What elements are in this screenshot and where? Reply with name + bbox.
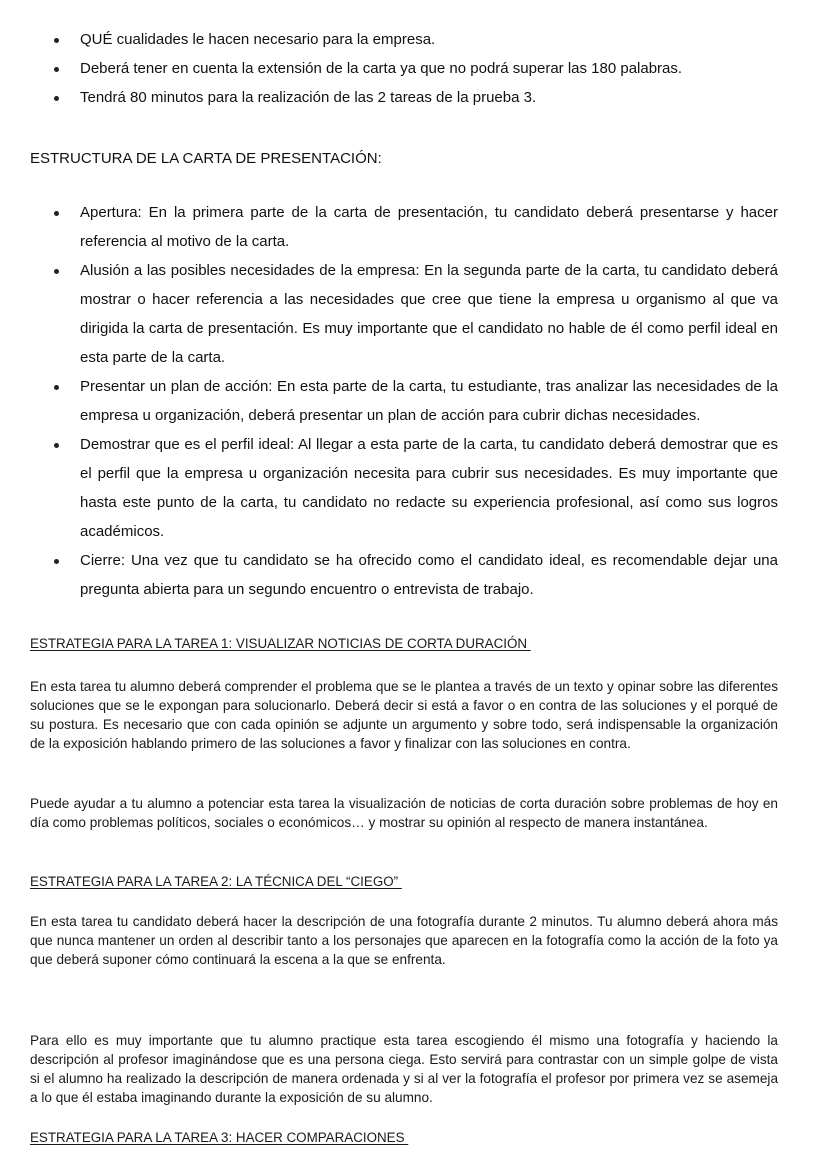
strategy-2-paragraph-2: Para ello es muy importante que tu alumno practique esta tarea escogiendo él mismo una fotografía y haciendo la descripción al profesor imaginándose que es una persona ciega. Esto servirá para contrastar con un simple golpe de vista si el alumno ha realizado la descripción de manera ordenada y si al ver la fotografía el profesor por primera vez se asemeja a lo que él estaba imaginando durante la exposición de su alumno. — [30, 1033, 778, 1105]
list-item — [0, 83, 828, 112]
bullet-icon — [54, 269, 59, 274]
bullet-icon — [54, 559, 59, 564]
list-item — [0, 372, 828, 430]
bullet-icon — [54, 67, 59, 72]
list-item — [0, 430, 828, 546]
bullet-icon — [54, 385, 59, 390]
bullet-text: Alusión a las posibles necesidades de la empresa: En la segunda parte de la carta, tu candidato deberá mostrar o hacer referencia a las necesidades que cree que tiene la empresa u organismo al que va dirigida la carta de presentación. Es muy importante que el candidato no hable de él como perfil ideal en esta parte de la carta. — [80, 262, 778, 366]
bullet-icon — [54, 443, 59, 448]
bullet-icon — [54, 38, 59, 43]
bullet-text: QUÉ cualidades le hacen necesario para la empresa. — [80, 31, 436, 48]
list-item — [0, 198, 828, 256]
intro-bullet-list — [0, 25, 828, 112]
bullet-text: Cierre: Una vez que tu candidato se ha ofrecido como el candidato ideal, es recomendable dejar una pregunta abierta para un segundo encuentro o entrevista de trabajo. — [80, 552, 778, 598]
strategy-3-heading: ESTRATEGIA PARA LA TAREA 3: HACER COMPARACIONES — [30, 1130, 409, 1145]
structure-bullet-list — [0, 198, 828, 604]
bullet-text: Presentar un plan de acción: En esta parte de la carta, tu estudiante, tras analizar las necesidades de la empresa u organización, deberá presentar un plan de acción para cubrir dichas necesidades. — [80, 378, 778, 424]
bullet-text: Demostrar que es el perfil ideal: Al llegar a esta parte de la carta, tu candidato deberá demostrar que es el perfil que la empresa u organización necesita para cubrir sus necesidades. Es muy importante que hasta este punto de la carta, tu candidato no redacte su experiencia profesional, así como sus logros académicos. — [80, 436, 778, 540]
bullet-text: Deberá tener en cuenta la extensión de la carta ya que no podrá superar las 180 palabras. — [80, 60, 683, 77]
strategy-2-paragraph-1: En esta tarea tu candidato deberá hacer la descripción de una fotografía durante 2 minutos. Tu alumno deberá ahora más que nunca mantener un orden al describir tanto a los personajes que aparecen en la fotografía como la acción de la foto ya que deberá suponer cómo continuará la escena a la que se enfrenta. — [30, 914, 778, 967]
strategy-1-paragraph-1: En esta tarea tu alumno deberá comprender el problema que se le plantea a través de un texto y opinar sobre las diferentes soluciones que se le expongan para solucionarlo. Deberá decir si está a favor o en contra de las soluciones y el porqué de su postura. Es necesario que con cada opinión se adjunte un argumento y sobre todo, será indispensable la organización de la exposición hablando primero de las soluciones a favor y finalizar con las soluciones en contra. — [30, 679, 778, 751]
list-item — [0, 256, 828, 372]
list-item — [0, 54, 828, 83]
strategy-1-heading: ESTRATEGIA PARA LA TAREA 1: VISUALIZAR NOTICIAS DE CORTA DURACIÓN — [30, 636, 531, 651]
bullet-text: Tendrá 80 minutos para la realización de las 2 tareas de la prueba 3. — [80, 89, 537, 106]
structure-title: ESTRUCTURA DE LA CARTA DE PRESENTACIÓN: — [30, 150, 382, 167]
bullet-text: Apertura: En la primera parte de la carta de presentación, tu candidato deberá presentarse y hacer referencia al motivo de la carta. — [80, 204, 778, 250]
bullet-icon — [54, 96, 59, 101]
bullet-icon — [54, 211, 59, 216]
list-item — [0, 25, 828, 54]
strategy-2-heading: ESTRATEGIA PARA LA TAREA 2: LA TÉCNICA DEL “CIEGO” — [30, 874, 402, 889]
strategy-1-paragraph-2: Puede ayudar a tu alumno a potenciar esta tarea la visualización de noticias de corta duración sobre problemas de hoy en día como problemas políticos, sociales o económicos… y mostrar su opinión al respecto de manera instantánea. — [30, 796, 778, 830]
list-item — [0, 546, 828, 604]
